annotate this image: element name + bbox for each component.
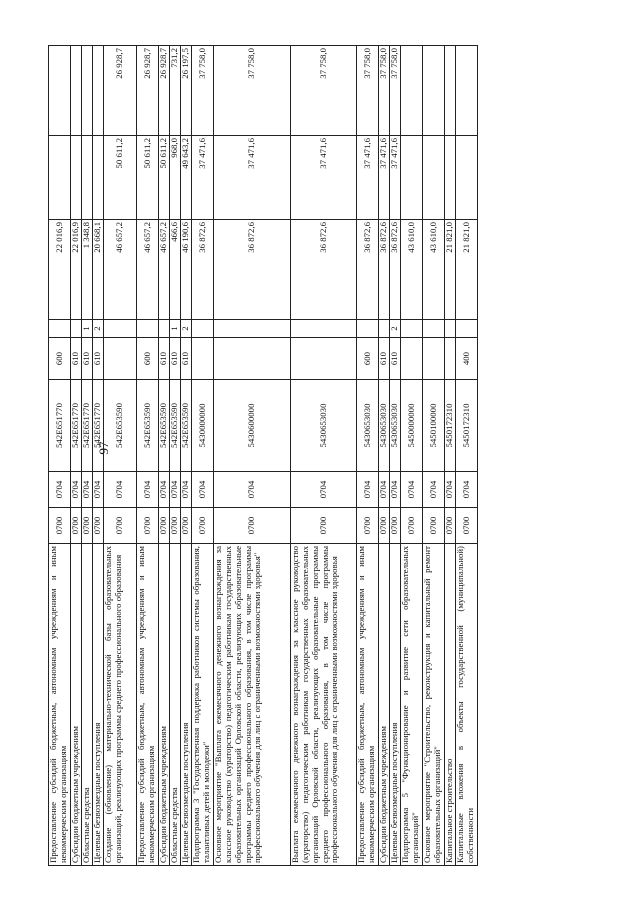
table-cell-section: 0700 — [170, 508, 181, 544]
table-cell-source-code — [401, 320, 423, 338]
table-cell-source-code — [159, 320, 170, 338]
table-row — [357, 46, 379, 866]
table-cell-target-article: 542Е653590 — [137, 380, 159, 472]
table-cell-amount-1: 22 016,9 — [49, 220, 71, 320]
table-cell-expense-type: 610 — [71, 338, 82, 380]
table-cell-expense-type: 600 — [49, 338, 71, 380]
table-cell-amount-1: 20 668,1 — [93, 220, 104, 320]
table-cell-amount-2: 37 471,6 — [291, 136, 357, 220]
table-cell-subsection: 0704 — [192, 472, 214, 508]
table-cell-subsection: 0704 — [82, 472, 93, 508]
table-row — [291, 46, 357, 866]
table-cell-description: Целевые безвозмездные поступления — [390, 544, 401, 866]
table-cell-source-code: 1 — [82, 320, 93, 338]
table-cell-amount-2: 50 611,2 — [159, 136, 170, 220]
table-cell-amount-1: 36 872,6 — [379, 220, 390, 320]
table-cell-target-article: 5430600000 — [214, 380, 291, 472]
table-cell-amount-3: 731,2 — [170, 46, 181, 136]
table-cell-subsection: 0704 — [456, 472, 478, 508]
table-cell-source-code — [137, 320, 159, 338]
table-cell-target-article: 5450000000 — [401, 380, 423, 472]
table-cell-amount-1: 36 872,6 — [291, 220, 357, 320]
table-cell-amount-1: 21 821,0 — [445, 220, 456, 320]
table-cell-section: 0700 — [379, 508, 390, 544]
table-cell-amount-3: 37 758,0 — [379, 46, 390, 136]
table-cell-section: 0700 — [159, 508, 170, 544]
table-row — [93, 46, 104, 866]
table-cell-target-article: 542Е653590 — [181, 380, 192, 472]
table-cell-subsection: 0704 — [401, 472, 423, 508]
table-cell-amount-1: 46 657,2 — [159, 220, 170, 320]
table-cell-section: 0700 — [181, 508, 192, 544]
table-cell-description: Субсидии бюджетным учреждениям — [71, 544, 82, 866]
table-cell-description: Целевые безвозмездные поступления — [93, 544, 104, 866]
table-cell-amount-3 — [456, 46, 478, 136]
table-cell-target-article: 5450100000 — [423, 380, 445, 472]
table-cell-expense-type: 610 — [390, 338, 401, 380]
table-cell-section: 0700 — [390, 508, 401, 544]
table-cell-amount-2: 49 643,2 — [181, 136, 192, 220]
table-row — [104, 46, 137, 866]
table-cell-source-code: 2 — [390, 320, 401, 338]
table-cell-description: Субсидии бюджетным учреждениям — [159, 544, 170, 866]
table-cell-section: 0700 — [71, 508, 82, 544]
table-cell-expense-type — [401, 338, 423, 380]
table-cell-description: Капитальное строительство — [445, 544, 456, 866]
table-cell-source-code — [379, 320, 390, 338]
table-cell-subsection: 0704 — [71, 472, 82, 508]
table-cell-subsection: 0704 — [49, 472, 71, 508]
table-cell-subsection: 0704 — [104, 472, 137, 508]
table-cell-amount-2: 37 471,6 — [390, 136, 401, 220]
table-cell-source-code: 2 — [181, 320, 192, 338]
table-cell-amount-1: 43 610,0 — [401, 220, 423, 320]
table-cell-section: 0700 — [456, 508, 478, 544]
table-cell-target-article: 542Е651770 — [82, 380, 93, 472]
table-row — [170, 46, 181, 866]
table-cell-expense-type: 600 — [357, 338, 379, 380]
table-row — [49, 46, 71, 866]
table-cell-description: Создание (обновление) материально-технической базы образовательных организаций, реализующих программы среднего профессионального образования — [104, 544, 137, 866]
table-cell-section: 0700 — [357, 508, 379, 544]
table-cell-amount-3: 37 758,0 — [192, 46, 214, 136]
table-cell-amount-2: 37 471,6 — [192, 136, 214, 220]
table-cell-amount-1: 46 657,2 — [104, 220, 137, 320]
table-row — [159, 46, 170, 866]
table-cell-subsection: 0704 — [291, 472, 357, 508]
table-cell-target-article: 5450172310 — [456, 380, 478, 472]
table-cell-source-code: 2 — [93, 320, 104, 338]
page-number: 97 — [96, 441, 111, 455]
table-cell-description: Подпрограмма 3 "Государственная поддержка работников системы образования, талантливых детей и молодежи" — [192, 544, 214, 866]
table-cell-section: 0700 — [291, 508, 357, 544]
table-cell-amount-2 — [445, 136, 456, 220]
table-cell-description: Предоставление субсидий бюджетным, автономным учреждениям и иным некоммерческим организациям — [49, 544, 71, 866]
table-cell-source-code — [104, 320, 137, 338]
table-row — [82, 46, 93, 866]
table-cell-expense-type — [104, 338, 137, 380]
table-cell-amount-1: 46 190,6 — [181, 220, 192, 320]
table-cell-subsection: 0704 — [390, 472, 401, 508]
table-cell-amount-3: 26 928,7 — [159, 46, 170, 136]
table-cell-source-code: 1 — [170, 320, 181, 338]
table-cell-source-code — [71, 320, 82, 338]
table-cell-target-article: 542Е653590 — [170, 380, 181, 472]
table-cell-subsection: 0704 — [181, 472, 192, 508]
table-cell-amount-1: 1 348,8 — [82, 220, 93, 320]
table-cell-description: Предоставление субсидий бюджетным, автономным учреждениям и иным некоммерческим организациям — [357, 544, 379, 866]
table-cell-description: Капитальные вложения в объекты государственной (муниципальной) собственности — [456, 544, 478, 866]
table-cell-subsection: 0704 — [159, 472, 170, 508]
table-cell-description: Субсидии бюджетным учреждениям — [379, 544, 390, 866]
table-cell-description: Подпрограмма 5 "Функционирование и развитие сети образовательных организаций" — [401, 544, 423, 866]
table-cell-amount-1: 36 872,6 — [357, 220, 379, 320]
table-cell-amount-3: 37 758,0 — [390, 46, 401, 136]
table-row — [445, 46, 456, 866]
table-cell-amount-1: 46 657,2 — [137, 220, 159, 320]
table-cell-target-article: 542Е651770 — [93, 380, 104, 472]
table-cell-description: Основное мероприятие "Выплата ежемесячного денежного вознаграждения за классное руководство (кураторство) педагогическим работникам государственных образовательных организаций Орловской области, реализующих образовательные программы среднего профессионального образования, в том числе программы профессионального обучения для лиц с ограниченными возможностями здоровья" — [214, 544, 291, 866]
table-cell-section: 0700 — [82, 508, 93, 544]
table-cell-target-article: 542Е651770 — [71, 380, 82, 472]
table-cell-amount-2: 37 471,6 — [357, 136, 379, 220]
table-cell-amount-2: 968,0 — [170, 136, 181, 220]
table-cell-description: Предоставление субсидий бюджетным, автономным учреждениям и иным некоммерческим организациям — [137, 544, 159, 866]
table-row — [137, 46, 159, 866]
table-cell-description: Выплата ежемесячного денежного вознаграждения за классное руководство (кураторство) педагогическим работникам государственных образовательных организаций Орловской области, реализующих образовательные программы среднего профессионального образования, в том числе программы профессионального обучения для лиц с ограниченными возможностями здоровья — [291, 544, 357, 866]
table-cell-amount-1: 36 872,6 — [390, 220, 401, 320]
table-cell-section: 0700 — [192, 508, 214, 544]
table-cell-amount-3 — [401, 46, 423, 136]
table-row — [390, 46, 401, 866]
table-cell-expense-type: 610 — [93, 338, 104, 380]
table-cell-amount-3: 37 758,0 — [291, 46, 357, 136]
table-cell-subsection: 0704 — [170, 472, 181, 508]
table-cell-section: 0700 — [214, 508, 291, 544]
table-row — [401, 46, 423, 866]
table-cell-subsection: 0704 — [423, 472, 445, 508]
table-cell-description: Целевые безвозмездные поступления — [181, 544, 192, 866]
table-cell-source-code — [456, 320, 478, 338]
table-cell-section: 0700 — [137, 508, 159, 544]
table-row — [71, 46, 82, 866]
table-cell-section: 0700 — [423, 508, 445, 544]
rotated-table-wrapper — [48, 46, 588, 866]
table-cell-expense-type — [214, 338, 291, 380]
table-cell-expense-type — [291, 338, 357, 380]
table-cell-amount-3 — [82, 46, 93, 136]
table-cell-section: 0700 — [104, 508, 137, 544]
table-cell-amount-1: 22 016,9 — [71, 220, 82, 320]
table-cell-amount-3 — [93, 46, 104, 136]
table-cell-amount-2 — [93, 136, 104, 220]
table-row — [456, 46, 478, 866]
table-cell-target-article: 5430653030 — [390, 380, 401, 472]
table-cell-amount-3 — [71, 46, 82, 136]
table-cell-amount-3 — [445, 46, 456, 136]
table-cell-source-code — [291, 320, 357, 338]
table-cell-target-article: 542Е651770 — [49, 380, 71, 472]
table-cell-section: 0700 — [93, 508, 104, 544]
table-cell-section: 0700 — [49, 508, 71, 544]
table-cell-subsection: 0704 — [379, 472, 390, 508]
table-cell-expense-type: 400 — [456, 338, 478, 380]
table-body — [49, 46, 478, 866]
table-cell-subsection: 0704 — [137, 472, 159, 508]
table-cell-amount-2 — [71, 136, 82, 220]
table-cell-target-article: 542Е653590 — [159, 380, 170, 472]
table-cell-amount-2 — [401, 136, 423, 220]
table-cell-amount-1: 36 872,6 — [192, 220, 214, 320]
table-cell-amount-3: 37 758,0 — [357, 46, 379, 136]
table-cell-amount-3: 37 758,0 — [214, 46, 291, 136]
table-cell-amount-2: 50 611,2 — [104, 136, 137, 220]
table-cell-expense-type: 610 — [82, 338, 93, 380]
table-cell-amount-3 — [423, 46, 445, 136]
table-cell-expense-type: 610 — [181, 338, 192, 380]
table-cell-amount-3: 26 928,7 — [104, 46, 137, 136]
table-cell-amount-2 — [49, 136, 71, 220]
table-cell-expense-type — [445, 338, 456, 380]
table-cell-target-article: 5430653030 — [357, 380, 379, 472]
table-row — [214, 46, 291, 866]
budget-table — [48, 45, 478, 866]
table-cell-source-code — [423, 320, 445, 338]
table-cell-target-article: 5430653030 — [379, 380, 390, 472]
table-cell-target-article: 5430653030 — [291, 380, 357, 472]
table-cell-description: Областные средства — [82, 544, 93, 866]
table-cell-amount-1: 21 821,0 — [456, 220, 478, 320]
table-cell-section: 0700 — [401, 508, 423, 544]
table-row — [423, 46, 445, 866]
table-cell-source-code — [445, 320, 456, 338]
table-cell-amount-2: 37 471,6 — [214, 136, 291, 220]
table-cell-description: Областные средства — [170, 544, 181, 866]
table-cell-subsection: 0704 — [214, 472, 291, 508]
table-cell-subsection: 0704 — [93, 472, 104, 508]
table-cell-expense-type — [423, 338, 445, 380]
table-cell-description: Основное мероприятие "Строительство, реконструкция и капитальный ремонт образовательных организаций" — [423, 544, 445, 866]
table-row — [379, 46, 390, 866]
table-cell-amount-1: 466,6 — [170, 220, 181, 320]
table-cell-subsection: 0704 — [445, 472, 456, 508]
table-cell-target-article: 542Е653590 — [104, 380, 137, 472]
table-row — [192, 46, 214, 866]
table-cell-amount-2: 50 611,2 — [137, 136, 159, 220]
table-cell-amount-3: 26 928,7 — [137, 46, 159, 136]
table-cell-source-code — [214, 320, 291, 338]
table-cell-expense-type: 610 — [159, 338, 170, 380]
table-cell-amount-3: 26 197,5 — [181, 46, 192, 136]
table-cell-section: 0700 — [445, 508, 456, 544]
table-cell-source-code — [357, 320, 379, 338]
table-cell-target-article: 5450172310 — [445, 380, 456, 472]
table-cell-amount-2 — [456, 136, 478, 220]
table-cell-amount-1: 36 872,6 — [214, 220, 291, 320]
table-cell-source-code — [192, 320, 214, 338]
table-cell-amount-2: 37 471,6 — [379, 136, 390, 220]
table-cell-source-code — [49, 320, 71, 338]
table-cell-amount-2 — [423, 136, 445, 220]
table-cell-target-article: 5430000000 — [192, 380, 214, 472]
table-cell-amount-1: 43 610,0 — [423, 220, 445, 320]
table-cell-expense-type: 610 — [379, 338, 390, 380]
table-cell-subsection: 0704 — [357, 472, 379, 508]
table-cell-amount-2 — [82, 136, 93, 220]
table-row — [181, 46, 192, 866]
table-cell-amount-3 — [49, 46, 71, 136]
table-cell-expense-type — [192, 338, 214, 380]
table-cell-expense-type: 600 — [137, 338, 159, 380]
table-cell-expense-type: 610 — [170, 338, 181, 380]
